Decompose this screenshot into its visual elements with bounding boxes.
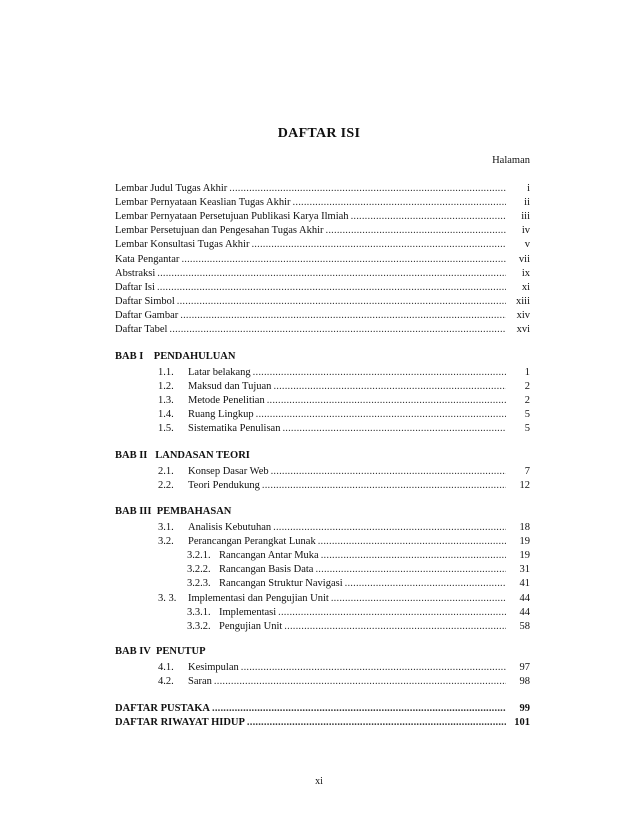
toc-entry-page: 31 bbox=[519, 564, 530, 576]
toc-entry-label: Abstraksi bbox=[115, 267, 156, 279]
toc-entry-number: 3.1. bbox=[158, 522, 174, 533]
toc-entry-number: 2.2. bbox=[158, 480, 174, 492]
toc-entry-number: 3.3.2. bbox=[187, 620, 211, 632]
toc-entry-page: 99 bbox=[519, 703, 530, 714]
toc-entry bbox=[115, 281, 530, 295]
dot-leader bbox=[273, 521, 506, 535]
toc-entry-page: xiii bbox=[515, 295, 530, 307]
toc-entry-page: 97 bbox=[519, 662, 530, 673]
toc-entry-label: Lembar Pernyataan Keaslian Tugas Akhir bbox=[115, 197, 291, 209]
toc-entry-page: 19 bbox=[519, 536, 530, 548]
toc-entry-label: Rancangan Struktur Navigasi bbox=[219, 578, 343, 590]
toc-entry bbox=[115, 210, 530, 224]
dot-leader bbox=[315, 563, 506, 577]
toc-entry-page: xvi bbox=[516, 324, 530, 335]
toc-entry-label: Latar belakang bbox=[188, 367, 251, 378]
toc-entry-label: DAFTAR RIWAYAT HIDUP bbox=[115, 717, 245, 729]
toc-entry-label: Teori Pendukung bbox=[188, 480, 260, 492]
toc-entry-page: 5 bbox=[524, 409, 530, 421]
toc-entry bbox=[115, 267, 530, 281]
toc-entry-label: Kesimpulan bbox=[188, 662, 239, 673]
dot-leader bbox=[251, 238, 506, 252]
toc-entry-page: 19 bbox=[519, 550, 530, 562]
dot-leader bbox=[157, 281, 506, 295]
page-number: xi bbox=[315, 776, 323, 787]
toc-entry-number: 3.3.1. bbox=[187, 606, 211, 618]
toc-entry-page: xi bbox=[521, 281, 530, 293]
toc-entry bbox=[158, 675, 530, 689]
toc-entry-number: 3. 3. bbox=[158, 592, 177, 604]
toc-entry-label: Saran bbox=[188, 676, 212, 688]
toc-entry-label: DAFTAR PUSTAKA bbox=[115, 703, 210, 714]
dot-leader bbox=[262, 479, 506, 493]
toc-entry-label: Metode Penelitian bbox=[188, 395, 265, 407]
toc-entry bbox=[158, 592, 530, 606]
chapter-heading: BAB I PENDAHULUAN bbox=[115, 351, 236, 362]
toc-entry-page: 44 bbox=[519, 606, 530, 618]
toc-entry bbox=[158, 408, 530, 422]
dot-leader bbox=[247, 716, 506, 730]
chapter-heading: BAB IV PENUTUP bbox=[115, 646, 206, 657]
toc-entry-label: Implementasi bbox=[219, 606, 277, 618]
toc-entry-label: Pengujian Unit bbox=[219, 620, 283, 632]
toc-entry-label: Rancangan Antar Muka bbox=[219, 550, 319, 562]
toc-entry-page: iii bbox=[521, 211, 530, 223]
dot-leader bbox=[157, 267, 506, 281]
dot-leader bbox=[212, 702, 506, 716]
toc-entry bbox=[115, 295, 530, 309]
toc-entry-label: Daftar Tabel bbox=[115, 324, 168, 335]
chapter-heading: BAB III PEMBAHASAN bbox=[115, 506, 232, 517]
toc-entry bbox=[158, 380, 530, 394]
toc-entry-page: ii bbox=[524, 197, 530, 209]
toc-entry-number: 1.3. bbox=[158, 395, 174, 407]
dot-leader bbox=[326, 224, 506, 238]
dot-leader bbox=[180, 309, 506, 323]
toc-entry bbox=[187, 563, 530, 577]
toc-entry bbox=[115, 253, 530, 267]
toc-entry bbox=[115, 323, 530, 337]
dot-leader bbox=[273, 380, 506, 394]
toc-entry-page: 58 bbox=[519, 620, 530, 632]
toc-entry-label: Konsep Dasar Web bbox=[188, 466, 269, 477]
toc-entry-page: 101 bbox=[514, 717, 530, 729]
toc-entry bbox=[158, 479, 530, 493]
dot-leader bbox=[351, 210, 506, 224]
toc-entry-label: Daftar Isi bbox=[115, 281, 155, 293]
toc-entry bbox=[115, 182, 530, 196]
toc-entry-page: 2 bbox=[524, 395, 530, 407]
dot-leader bbox=[256, 408, 506, 422]
toc-entry-number: 4.1. bbox=[158, 662, 174, 673]
toc-entry-page: iv bbox=[521, 225, 530, 237]
toc-entry-number: 3.2. bbox=[158, 536, 174, 548]
chapter-heading: BAB II LANDASAN TEORI bbox=[115, 450, 250, 461]
toc-entry-label: Lembar Pernyataan Persetujuan Publikasi Karya Ilmiah bbox=[115, 211, 349, 223]
dot-leader bbox=[282, 422, 506, 436]
toc-entry bbox=[115, 196, 530, 210]
toc-entry bbox=[158, 521, 530, 535]
toc-entry-number: 2.1. bbox=[158, 466, 174, 477]
toc-entry bbox=[158, 535, 530, 549]
toc-entry-label: Implementasi dan Pengujian Unit bbox=[188, 592, 329, 604]
toc-entry-number: 1.5. bbox=[158, 423, 174, 435]
toc-entry-number: 1.2. bbox=[158, 381, 174, 393]
toc-entry bbox=[115, 224, 530, 238]
toc-entry-page: ix bbox=[521, 267, 530, 279]
toc-entry-number: 1.4. bbox=[158, 409, 174, 421]
dot-leader bbox=[169, 323, 506, 337]
toc-entry-page: 12 bbox=[519, 480, 530, 492]
toc-entry-page: i bbox=[527, 183, 530, 194]
toc-entry-label: Rancangan Basis Data bbox=[219, 564, 314, 576]
toc-entry-page: xiv bbox=[516, 309, 530, 321]
toc-entry-bold bbox=[115, 716, 530, 730]
toc-entry bbox=[158, 422, 530, 436]
dot-leader bbox=[253, 366, 506, 380]
toc-entry-bold bbox=[115, 702, 530, 716]
toc-entry-number: 1.1. bbox=[158, 367, 174, 378]
toc-entry-label: Maksud dan Tujuan bbox=[188, 381, 272, 393]
dot-leader bbox=[345, 577, 506, 591]
dot-leader bbox=[267, 394, 506, 408]
toc-entry-label: Sistematika Penulisan bbox=[188, 423, 281, 435]
toc-entry bbox=[158, 366, 530, 380]
dot-leader bbox=[331, 592, 506, 606]
toc-entry-label: Daftar Simbol bbox=[115, 295, 175, 307]
toc-entry bbox=[158, 661, 530, 675]
toc-entry-label: Lembar Persetujuan dan Pengesahan Tugas Akhir bbox=[115, 225, 324, 237]
toc-entry-number: 3.2.2. bbox=[187, 564, 211, 576]
toc-entry bbox=[187, 620, 530, 634]
toc-entry bbox=[115, 238, 530, 252]
toc-entry-label: Lembar Konsultasi Tugas Akhir bbox=[115, 239, 250, 251]
toc-entry bbox=[187, 577, 530, 591]
toc-entry-page: 41 bbox=[519, 578, 530, 590]
dot-leader bbox=[284, 620, 506, 634]
toc-entry-label: Kata Pengantar bbox=[115, 253, 180, 265]
toc-entry bbox=[158, 394, 530, 408]
dot-leader bbox=[177, 295, 506, 309]
toc-entry-page: 7 bbox=[524, 466, 530, 477]
page-title: DAFTAR ISI bbox=[277, 126, 361, 141]
dot-leader bbox=[318, 535, 506, 549]
toc-entry-page: 5 bbox=[524, 423, 530, 435]
dot-leader bbox=[229, 182, 506, 196]
toc-entry-page: v bbox=[524, 239, 530, 251]
toc-entry bbox=[115, 309, 530, 323]
dot-leader bbox=[271, 465, 506, 479]
toc-entry-label: Ruang Lingkup bbox=[188, 409, 254, 421]
dot-leader bbox=[293, 196, 506, 210]
toc-entry-number: 4.2. bbox=[158, 676, 174, 688]
toc-entry-page: 98 bbox=[519, 676, 530, 688]
dot-leader bbox=[241, 661, 506, 675]
toc-entry-page: vii bbox=[518, 253, 530, 265]
toc-entry-label: Perancangan Perangkat Lunak bbox=[188, 536, 316, 548]
toc-entry-page: 44 bbox=[519, 592, 530, 604]
dot-leader bbox=[321, 549, 506, 563]
dot-leader bbox=[181, 253, 506, 267]
toc-entry-label: Analisis Kebutuhan bbox=[188, 522, 272, 533]
halaman-label: Halaman bbox=[492, 155, 530, 166]
toc-entry-page: 2 bbox=[524, 381, 530, 393]
dot-leader bbox=[278, 606, 506, 620]
toc-entry-number: 3.2.3. bbox=[187, 578, 211, 590]
toc-entry-page: 18 bbox=[519, 522, 530, 533]
toc-entry-page: 1 bbox=[524, 367, 530, 378]
dot-leader bbox=[214, 675, 506, 689]
toc-entry bbox=[187, 549, 530, 563]
toc-entry-label: Daftar Gambar bbox=[115, 309, 179, 321]
toc-entry-label: Lembar Judul Tugas Akhir bbox=[115, 183, 228, 194]
toc-entry bbox=[158, 465, 530, 479]
toc-entry bbox=[187, 606, 530, 620]
toc-entry-number: 3.2.1. bbox=[187, 550, 211, 562]
